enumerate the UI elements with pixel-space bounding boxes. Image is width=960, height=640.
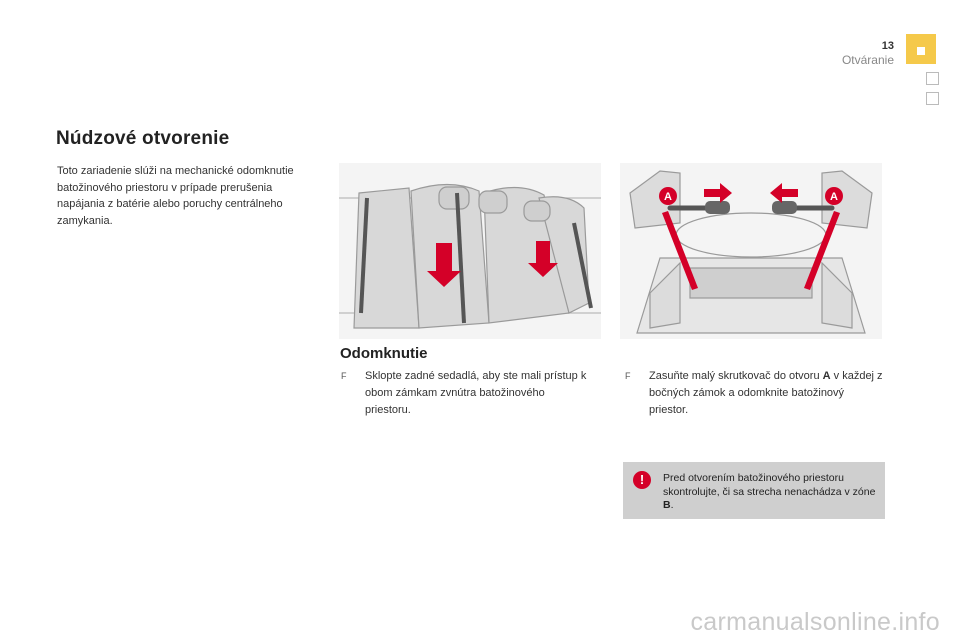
intro-text: Toto zariadenie slúži na mechanické odomknutie batožinového priestoru v prípade prerušenia napájania z batérie alebo poruchy centrálneho zamykania.	[57, 165, 294, 227]
tab-marker	[917, 47, 925, 55]
chapter-tab	[926, 72, 939, 85]
step-text-part: Zasuňte malý skrutkovač do otvoru	[649, 370, 823, 382]
step-ref: A	[822, 370, 831, 382]
warning-box	[623, 462, 885, 519]
page-number: 13	[881, 40, 894, 52]
step-text	[649, 368, 883, 419]
exclamation-icon: !	[633, 471, 651, 489]
section-name: Otváranie	[841, 53, 894, 67]
step-fold-seats	[341, 368, 591, 419]
warning-text-part: Pred otvorením batožinového priestoru skontrolujte, či sa strecha nenachádza v zóne	[663, 472, 876, 498]
bullet-icon: F	[341, 371, 347, 381]
bullet-icon: F	[625, 371, 631, 381]
section-subtitle: Odomknutie	[340, 345, 428, 362]
warning-ref: B	[663, 499, 671, 511]
warning-text-part: .	[670, 499, 674, 511]
page-title: Núdzové otvorenie	[56, 128, 230, 149]
step-text: Sklopte zadné sedadlá, aby ste mali prístup k obom zámkam zvnútra batožinového priestoru.	[365, 370, 587, 416]
lock-illustration	[620, 163, 882, 339]
step-insert-screwdriver	[625, 368, 883, 419]
seats-illustration	[339, 163, 601, 339]
label-a: A	[830, 191, 838, 203]
watermark: carmanualsonline.info	[690, 608, 940, 636]
label-a: A	[664, 191, 672, 203]
chapter-tab-active	[906, 34, 936, 64]
step-text-part: v každej z bočných zámok a odomknite batožinový priestor.	[649, 370, 883, 416]
warning-text	[663, 472, 878, 513]
chapter-tab	[926, 92, 939, 105]
